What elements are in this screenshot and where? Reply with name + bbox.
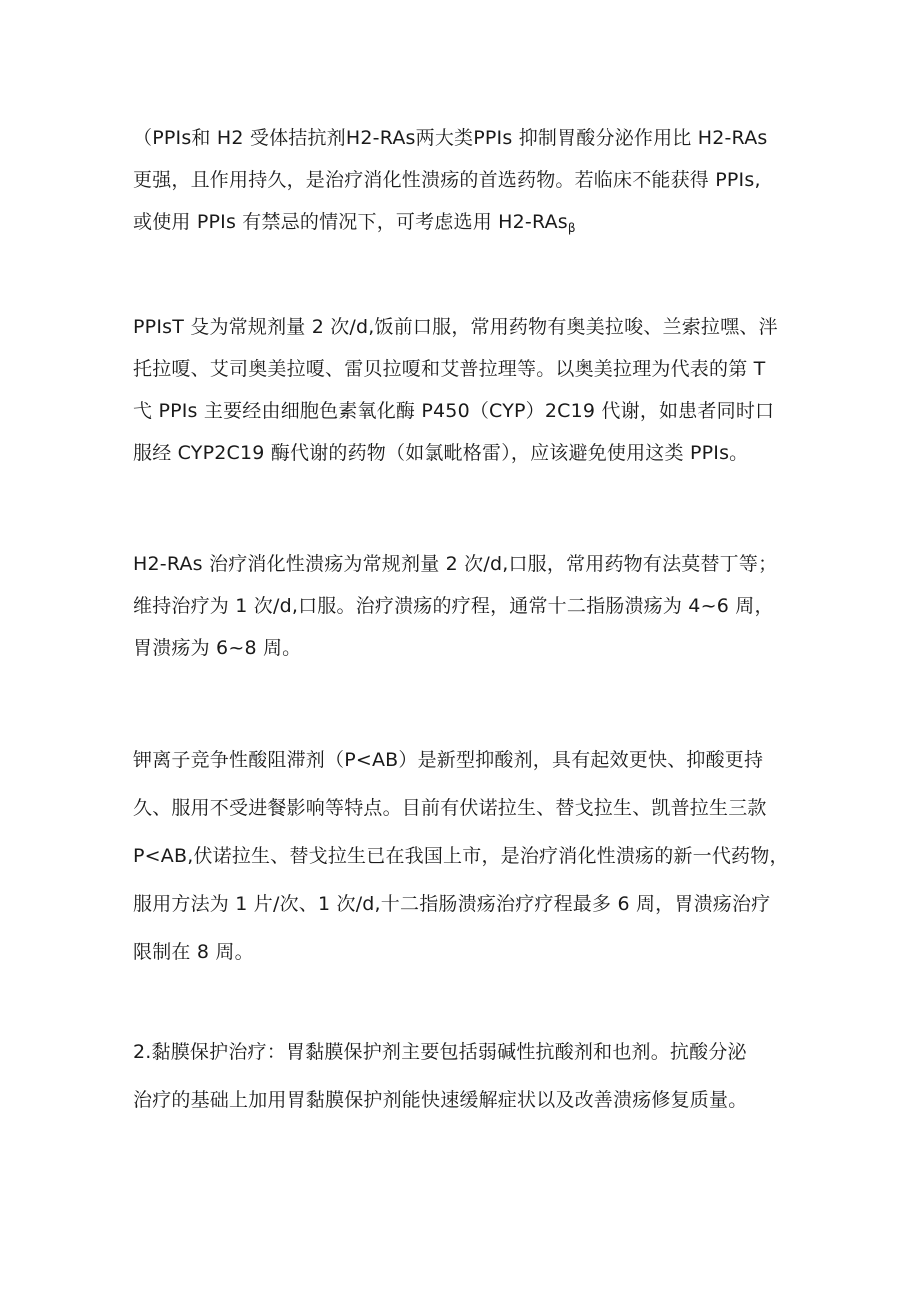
text-line: 服用方法为 1 片/次、1 次/d,十二指肠溃疡治疗疗程最多 6 周，胃溃疡治疗: [133, 893, 771, 915]
text-line: H2-RAs 治疗消化性溃疡为常规剂量 2 次/d,口服，常用药物有法莫替丁等；: [133, 553, 778, 575]
text-line: 托拉嗄、艾司奥美拉嗄、雷贝拉嗄和艾普拉理等。以奥美拉理为代表的第 T: [133, 358, 766, 380]
paragraph-mucosal-protection: [133, 1028, 813, 1124]
text-line-body: 或使用 PPIs 有禁忌的情况下，可考虑选用 H2-RAs: [133, 211, 568, 233]
text-line: 维持治疗为 1 次/d,口服。治疗溃疡的疗程，通常十二指肠溃疡为 4~6 周，: [133, 595, 774, 617]
text-line: 服经 CYP2C19 酶代谢的药物（如氯毗格雷），应该避免使用这类 PPIs。: [133, 442, 749, 464]
text-line: P<AB,伏诺拉生、替戈拉生已在我国上市，是治疗消化性溃疡的新一代药物，: [133, 845, 789, 867]
subscript-beta: β: [567, 221, 576, 235]
text-line-with-subscript: [133, 201, 813, 243]
text-line: （PPIs和 H2 受体拮抗剂H2-RAs两大类PPIs 抑制胃酸分泌作用比 H2-RAs: [133, 127, 768, 149]
paragraph-pcab: [133, 736, 813, 976]
text-line: 久、服用不受进餐影响等特点。目前有伏诺拉生、替戈拉生、凯普拉生三款: [133, 797, 767, 819]
text-line: PPIsT 殳为常规剂量 2 次/d,饭前口服，常用药物有奥美拉唆、兰索拉嘿、泮: [133, 316, 778, 338]
text-line: 胃溃疡为 6~8 周。: [133, 637, 302, 659]
text-line: 弋 PPIs 主要经由细胞色素氧化酶 P450（CYP）2C19 代谢，如患者同时口: [133, 400, 775, 422]
text-line: 限制在 8 周。: [133, 941, 254, 963]
text-line: 更强，且作用持久，是治疗消化性溃疡的首选药物。若临床不能获得 PPIs,: [133, 169, 761, 191]
text-line: 治疗的基础上加用胃黏膜保护剂能快速缓解症状以及改善溃疡修复质量。: [133, 1089, 748, 1111]
text-line: 2.黏膜保护治疗：胃黏膜保护剂主要包括弱碱性抗酸剂和也剂。抗酸分泌: [133, 1041, 747, 1063]
paragraph-h2ra-dosage: [133, 543, 813, 669]
paragraph-ppi-dosage: [133, 306, 813, 474]
text-line: 钾离子竞争性酸阻滞剂（P<AB）是新型抑酸剂，具有起效更快、抑酸更持: [133, 749, 764, 771]
paragraph-ppi-h2ra-intro: [133, 117, 813, 243]
